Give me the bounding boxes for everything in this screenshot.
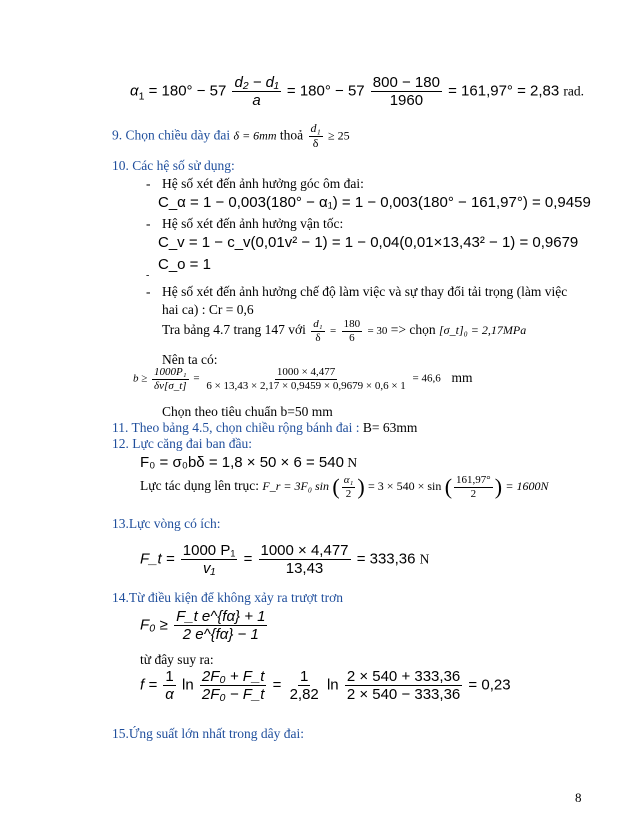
alpha-equation	[130, 74, 584, 110]
fr-eq-a: F_r = 3F₀ sin	[262, 479, 330, 494]
chon-text: => chọn	[390, 322, 436, 338]
alpha-unit: rad.	[563, 83, 585, 99]
f0-ineq-lhs: F₀ ≥	[140, 616, 168, 634]
tra-frac2-num: 180	[343, 318, 361, 330]
fr-line: Lực tác dụng lên trục: F_r = 3F₀ sin ( $\frac{\text{α₁}}{2}$ ) = 3 × 540 × sin ( $\frac{161,97^\circ}{2}$ ) = 1600N	[140, 474, 549, 500]
section-13-heading: 13.Lực vòng có ích:	[112, 516, 221, 531]
bullet-dash-small: -	[146, 270, 150, 281]
f-val: = 0,23	[468, 676, 511, 694]
alpha-part3: = 161,97° = 2,83	[448, 82, 560, 100]
ft-frac-2	[259, 542, 351, 578]
alpha-fraction-1	[232, 74, 280, 110]
c-o-equation: C_o = 1	[158, 256, 211, 273]
f-frac-4	[345, 668, 462, 704]
f-frac3-num: 1	[300, 668, 309, 685]
f0-ineq-num: F_t e^{fα} + 1	[176, 608, 266, 625]
sigma-value: [σ_t]₀ = 2,17MPa	[439, 323, 527, 338]
f-ln-1: ln	[182, 676, 194, 694]
fr-eq-b: = 3 × 540 × sin	[368, 479, 442, 494]
f-frac1-num: 1	[165, 668, 174, 685]
section-10-heading: 10. Các hệ số sử dụng:	[112, 158, 235, 173]
tra-mid: =	[329, 325, 337, 338]
f-frac-2	[200, 668, 267, 704]
section-9-heading: 9. Chọn chiều dày đai	[112, 127, 231, 143]
b-frac2-den: 6 × 13,43 × 2,17 × 0,9459 × 0,9679 × 0,6 × 1	[206, 379, 406, 392]
tra-frac1-num: d₁	[313, 318, 323, 330]
alpha-fraction-2	[371, 74, 442, 110]
section-10-bullet-3: Hệ số xét đến ảnh hưởng chế độ làm việc và sự thay đổi tải trọng (làm việc	[162, 284, 568, 299]
ft-val: = 333,36	[356, 550, 416, 568]
tra-bang-text: Tra bảng 4.7 trang 147 với	[162, 322, 306, 338]
page-number: 8	[575, 790, 582, 805]
alpha-frac2-den: 1960	[389, 92, 424, 110]
f-frac4-den: 2 × 540 − 333,36	[346, 686, 461, 704]
f0-equation: F₀ = σ₀bδ = 1,8 × 50 × 6 = 540	[140, 454, 344, 471]
section-9-fraction	[309, 122, 323, 151]
section-12-heading: 12. Lực căng đai ban đầu:	[112, 436, 253, 451]
tra-val: = 30	[367, 325, 388, 338]
section-9-thoa: thoả	[279, 127, 304, 143]
b-frac-1	[152, 366, 189, 392]
c-v-equation: C_v = 1 − c_v(0,01v² − 1) = 1 − 0,04(0,01×13,43² − 1) = 0,9679	[158, 234, 579, 251]
f-frac4-num: 2 × 540 + 333,36	[346, 668, 461, 685]
chon-b-line: Chọn theo tiêu chuẩn b=50 mm	[162, 404, 333, 419]
b-frac1-num: 1000P₁	[154, 366, 187, 378]
c-alpha-equation: C_α = 1 − 0,003(180° − α₁) = 1 − 0,003(180° − 161,97°) = 0,9459	[158, 194, 591, 211]
bullet-dash-1: -	[146, 176, 151, 191]
alpha-sub: 1	[138, 90, 145, 103]
section-9	[112, 122, 350, 151]
fr-frac1-den: 2	[345, 487, 352, 500]
section-9-frac-den: δ	[312, 135, 319, 150]
ft-frac-1	[181, 542, 238, 578]
f0-equation-line	[140, 454, 357, 471]
section-9-tail: ≥ 25	[328, 128, 350, 143]
tra-bang-line	[162, 318, 526, 344]
fr-eq-d: = 1600N	[505, 479, 549, 494]
ft-frac1-num: 1000 P₁	[182, 542, 236, 559]
f0-unit: N	[347, 455, 358, 470]
f0-ineq-den: 2 e^{fα} − 1	[182, 626, 259, 644]
f-frac3-den: 2,82	[289, 686, 319, 704]
f0-ineq-frac	[174, 608, 267, 644]
fr-label: Lực tác dụng lên trục:	[140, 478, 260, 494]
b-frac-2	[204, 366, 407, 392]
ft-frac1-den: v₁	[202, 560, 216, 578]
f-equation	[140, 668, 511, 704]
f0-inequality	[140, 608, 269, 644]
ft-equation	[140, 542, 429, 578]
b-frac2-num: 1000 × 4,477	[276, 366, 336, 378]
section-15-heading: 15.Ứng suất lớn nhất trong dây đai:	[112, 726, 304, 741]
b-unit: mm	[451, 369, 473, 385]
section-14-heading: 14.Từ điều kiện để không xảy ra trượt trơn	[112, 590, 343, 605]
fr-frac2-num: 161,97°	[456, 474, 491, 486]
alpha-symbol: α	[130, 82, 139, 100]
fr-frac1-num: α₁	[343, 474, 354, 486]
alpha-frac2-num: 800 − 180	[372, 74, 440, 91]
alpha-frac1-num: d₂ − d₁	[234, 74, 279, 91]
tra-frac-1	[311, 318, 324, 344]
ft-lhs: F_t =	[140, 550, 175, 568]
tu-day-suy-ra: từ đây suy ra:	[140, 652, 214, 667]
fr-frac2-den: 2	[470, 487, 477, 500]
ft-frac2-num: 1000 × 4,477	[260, 542, 349, 559]
f-frac-1	[163, 668, 176, 704]
f-frac2-den: 2F₀ − F_t	[201, 686, 265, 704]
alpha-part2: = 180° − 57	[286, 82, 365, 100]
alpha-part1: = 180° − 57	[148, 82, 227, 100]
fr-frac-2	[454, 474, 493, 500]
alpha-frac1-den: a	[252, 92, 261, 110]
ft-frac2-den: 13,43	[285, 560, 324, 578]
f-ln-2: ln	[326, 676, 339, 694]
tra-frac-2	[342, 318, 363, 344]
fr-frac-1	[342, 474, 356, 500]
section-11-tail: B= 63mm	[362, 420, 418, 435]
b-val: = 46,6	[412, 372, 441, 385]
f-frac2-num: 2F₀ + F_t	[201, 668, 265, 685]
b-lhs: b ≥	[133, 372, 148, 385]
section-9-expr: δ = 6mm	[233, 128, 277, 143]
section-9-frac-num: d₁	[310, 121, 321, 135]
tra-frac2-den: 6	[349, 331, 355, 344]
f-eqs: =	[272, 676, 282, 694]
section-10-bullet-2: Hệ số xét đến ảnh hưởng vận tốc:	[162, 216, 344, 231]
f-lhs: f =	[140, 676, 158, 694]
nen-ta-co: Nên ta có:	[162, 352, 218, 367]
bullet-dash-3: -	[146, 284, 151, 299]
section-11	[112, 420, 417, 436]
section-10-bullet-1: Hệ số xét đến ảnh hưởng góc ôm đai:	[162, 176, 364, 191]
ft-unit: N	[419, 551, 430, 567]
section-10-bullet-3b: hai ca) : Cr = 0,6	[162, 302, 254, 317]
f-frac-3	[288, 668, 321, 704]
f-frac1-den: α	[165, 686, 174, 704]
b-inequality: b ≥ $\frac{\text{1000P₁}}{\delta v[\sigma\_t]}$ = $\frac{1000 \times 4,477}{6 \times 13,43 \times 2,17 \times 0,9459 \times 0,9679 \times 0,6 \times 1}$ = 46,6 mm	[133, 366, 473, 392]
tra-frac1-den: δ	[315, 331, 321, 344]
bullet-dash-2: -	[146, 216, 151, 231]
b-frac1-den: δv[σ_t]	[154, 379, 187, 392]
ft-mid: =	[243, 550, 253, 568]
section-11-text: 11. Theo bảng 4.5, chọn chiều rộng bánh đai :	[112, 420, 360, 435]
